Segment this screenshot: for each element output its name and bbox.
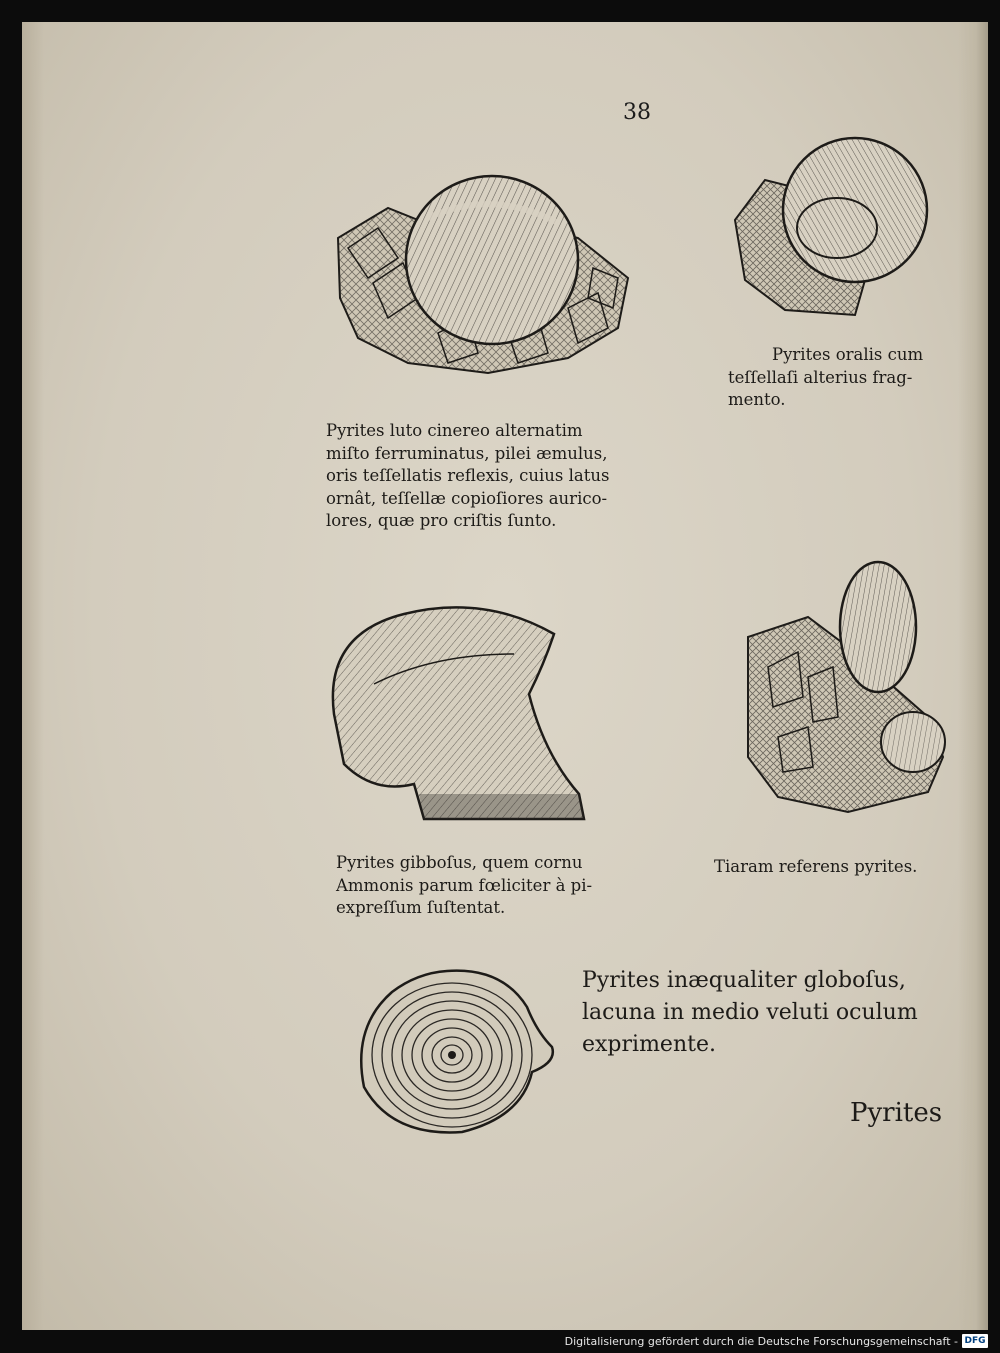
caption-line: expreſſum ſuſtentat.	[336, 898, 506, 917]
catchword: Pyrites	[850, 1098, 943, 1128]
caption-line: Pyrites gibboſus, quem cornu	[336, 853, 583, 872]
book-page	[22, 22, 988, 1330]
woodcut-pyrites-pileus	[328, 168, 648, 388]
caption-line: lacuna in medio veluti oculum	[582, 1000, 918, 1025]
caption-line: Pyrites luto cinereo alternatim	[326, 421, 583, 440]
caption-pyrites-gibbosus	[336, 852, 592, 920]
page-gutter-shadow	[22, 22, 44, 1330]
woodcut-tiaram-referens-pyrites	[728, 557, 952, 817]
woodcut-pyrites-gibbosus	[314, 594, 594, 824]
woodcut-pyrites-oralis	[725, 130, 935, 320]
caption-line: Ammonis parum fœliciter à pi-	[336, 875, 593, 895]
page-number: 38	[623, 100, 651, 125]
dfg-logo: DFG	[962, 1334, 988, 1348]
caption-tiaram-referens	[714, 856, 917, 879]
caption-line: ornât, teſſellæ copioſiores aurico-	[326, 488, 608, 508]
caption-line: Pyrites oralis cum	[772, 345, 924, 364]
caption-pyrites-inaequaliter-globosus	[582, 965, 918, 1061]
page-edge-shadow	[958, 22, 988, 1330]
caption-line: mento.	[728, 390, 786, 409]
caption-line: Pyrites inæqualiter globoſus,	[582, 968, 906, 993]
caption-line: exprimente.	[582, 1032, 716, 1057]
caption-pyrites-pileus	[326, 420, 609, 533]
caption-pyrites-oralis	[728, 344, 923, 412]
digitization-footer	[0, 1330, 1000, 1353]
caption-line: Tiaram referens pyrites.	[714, 857, 918, 876]
caption-line: oris teſſellatis reflexis, cuius latus	[326, 466, 610, 485]
woodcut-pyrites-inaequaliter-globosus	[352, 967, 558, 1139]
footer-credit: Digitalisierung gefördert durch die Deutsche Forschungsgemeinschaft -	[564, 1335, 958, 1348]
caption-line: teſſellaſi alterius frag-	[728, 367, 913, 387]
caption-line: lores, quæ pro criſtis ſunto.	[326, 511, 557, 530]
caption-line: miſto ferruminatus, pilei æmulus,	[326, 443, 608, 463]
